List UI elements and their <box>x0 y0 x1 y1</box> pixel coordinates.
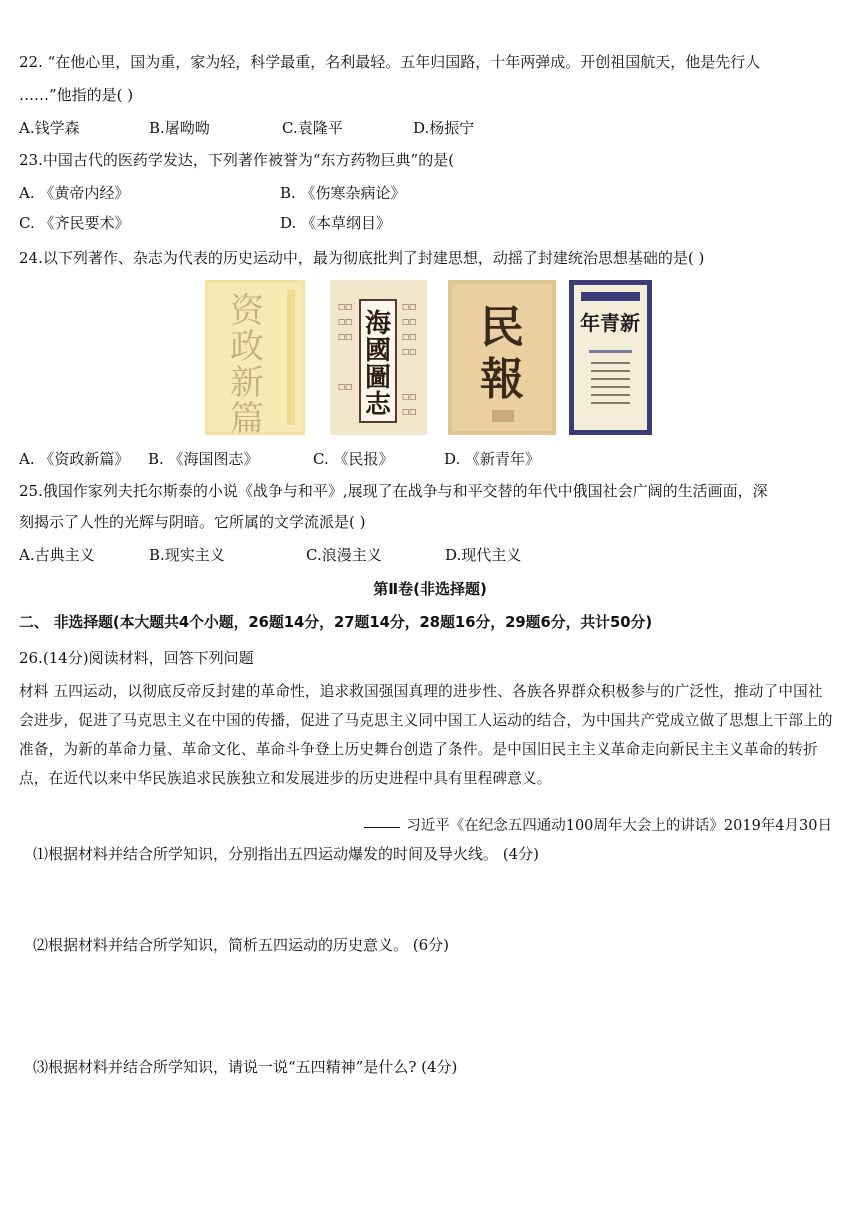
cover-minbao <box>448 280 556 435</box>
q24-option-d: D. 《新青年》 <box>444 450 541 468</box>
q23-option-b: B. 《伤寒杂病论》 <box>280 184 406 202</box>
q22-option-d: D.杨振宁 <box>413 119 475 137</box>
q26-sub3: ⑶根据材料并结合所学知识，请说一说“五四精神”是什么? (4分) <box>33 1058 458 1076</box>
q26-sub1: ⑴根据材料并结合所学知识，分别指出五四运动爆发的时间及导火线。 (4分) <box>33 845 540 863</box>
svg-text:☐☐: ☐☐ <box>402 408 417 417</box>
cover-zizheng-title: 资政新篇 <box>230 291 264 435</box>
svg-text:☐☐: ☐☐ <box>402 393 417 402</box>
q26-stem: 26.(14分)阅读材料，回答下列问题 <box>19 649 254 667</box>
cover-haiguo-title: 海國圖志 <box>364 309 392 420</box>
cover-haiguo-tuzhi <box>330 280 427 435</box>
q25-option-d: D.现代主义 <box>445 546 522 564</box>
q26-source-text: 习近平《在纪念五四通动100周年大会上的讲话》2019年4月30日 <box>406 818 832 834</box>
svg-text:☐☐: ☐☐ <box>338 318 353 327</box>
q24-option-b: B. 《海国图志》 <box>148 450 259 468</box>
q23-option-a: A. 《黄帝内经》 <box>19 184 130 202</box>
part2-heading: 二、 非选择题(本大题共4个小题，26题14分，27题14分，28题16分，29题6分，共计50分) <box>19 614 653 631</box>
q25-option-c: C.浪漫主义 <box>306 546 382 564</box>
q24-option-a: A. 《资政新篇》 <box>19 450 130 468</box>
q23-option-d: D. 《本草纲目》 <box>280 214 392 232</box>
svg-text:☐☐: ☐☐ <box>402 333 417 342</box>
part2-title: 第Ⅱ卷(非选择题) <box>373 580 487 598</box>
svg-text:☐☐: ☐☐ <box>338 383 353 392</box>
q22-option-a: A.钱学森 <box>19 119 80 137</box>
svg-text:☐☐: ☐☐ <box>402 303 417 312</box>
source-blank-line <box>364 827 400 828</box>
q24-option-c: C. 《民报》 <box>313 450 394 468</box>
q22-option-b: B.屠呦呦 <box>149 119 210 137</box>
q26-source <box>364 814 832 835</box>
svg-text:☐☐: ☐☐ <box>402 348 417 357</box>
q25-stem-line1: 25.俄国作家列夫托尔斯泰的小说《战争与和平》,展现了在战争与和平交替的年代中俄国社会广阔的生活画面，深 <box>19 482 768 500</box>
q25-option-b: B.现实主义 <box>149 546 225 564</box>
svg-text:☐☐: ☐☐ <box>402 318 417 327</box>
q26-sub2: ⑵根据材料并结合所学知识，简析五四运动的历史意义。 (6分) <box>33 936 450 954</box>
cover-zizheng-xinpian <box>205 280 305 435</box>
cover-xin-qingnian <box>569 280 652 435</box>
q25-stem-line2: 刻揭示了人性的光辉与阴暗。它所属的文学流派是( ) <box>19 513 366 531</box>
q26-material: 材料 五四运动，以彻底反帝反封建的革命性，追求救国强国真理的进步性、各族各界群众积极参与的广泛性，推动了中国社会进步，促进了马克思主义在中国的传播，促进了马克思主义同中国工人运动的结合，为中国共产党成立做了思想上干部上的准备，为新的革命力量、革命文化、革命斗争登上历史舞台创造了条件。是中国旧民主主义革命走向新民主主义革命的转折点，在近代以来中华民族追求民族独立和发展进步的历史进程中具有里程碑意义。 <box>19 683 833 787</box>
q22-stem-line2: ……”他指的是( ) <box>19 86 134 104</box>
cover-minbao-title: 民報 <box>480 302 524 405</box>
q24-stem: 24.以下列著作、杂志为代表的历史运动中，最为彻底批判了封建思想，动摇了封建统治思想基础的是( ) <box>19 249 705 267</box>
cover-xinqingnian-title: 年青新 <box>580 311 640 335</box>
q22-stem-line1: 22. “在他心里，国为重，家为轻，科学最重，名利最轻。五年归国路，十年两弹成。开创祖国航天，他是先行人 <box>19 53 761 71</box>
q23-option-c: C. 《齐民要术》 <box>19 214 130 232</box>
q23-stem: 23.中国古代的医药学发达，下列著作被誉为“东方药物巨典”的是( <box>19 151 455 169</box>
q22-option-c: C.袁隆平 <box>282 119 343 137</box>
q25-option-a: A.古典主义 <box>19 546 95 564</box>
svg-text:☐☐: ☐☐ <box>338 303 353 312</box>
svg-text:☐☐: ☐☐ <box>338 333 353 342</box>
